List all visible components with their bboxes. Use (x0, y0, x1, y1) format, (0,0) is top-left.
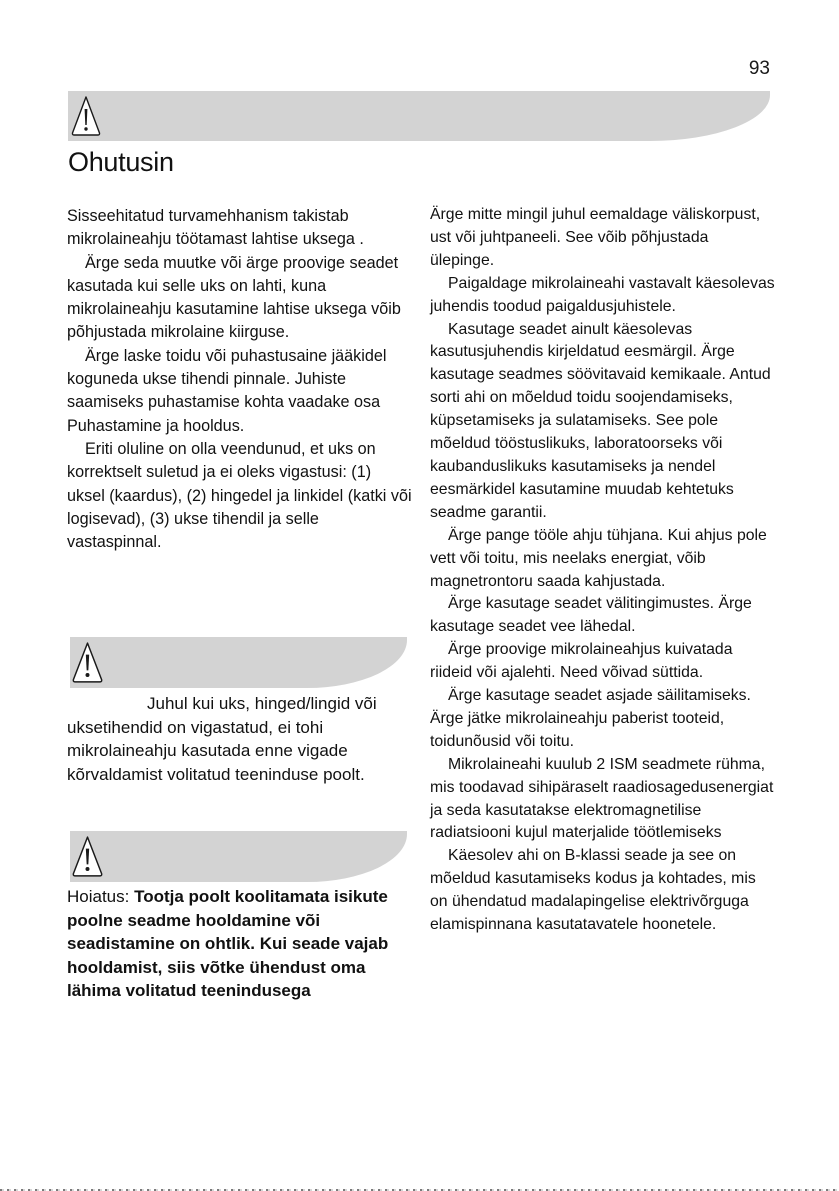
paragraph: Ärge pange tööle ahju tühjana. Kui ahjus pole vett või toitu, mis neelaks energiat, võib magnetrontoru saada kahjustada. (430, 526, 767, 590)
paragraph: Ärge mitte mingil juhul eemaldage väliskorpust, ust või juhtpaneeli. See võib põhjustada ülepinge. (430, 206, 761, 269)
paragraph: Paigaldage mikrolaineahi vastavalt käesolevas juhendis toodud paigaldusjuhistele. (430, 274, 775, 315)
page-number: 93 (748, 58, 770, 79)
right-column (430, 204, 775, 937)
left-column (67, 205, 412, 554)
warning-triangle-icon (71, 641, 104, 685)
warning-text (67, 885, 412, 1003)
paragraph: Ärge laske toidu või puhastusaine jääkidel koguneda ukse tihendi pinnale. Juhiste saamiseks puhastamise kohta vaadake osa Puhastamine ja hooldus. (67, 346, 387, 435)
warning-label: Hoiatus: (67, 887, 135, 906)
paragraph: Ärge seda muutke või ärge proovige seadet kasutada kui selle uks on lahti, kuna mikrolaineahju kasutamine lahtise uksega võib põhjustada mikrolaine kiirguse. (67, 253, 401, 342)
warning-bold-text: Tootja poolt koolitamata isikute poolne seadme hooldamine või seadistamine on ohtlik. Kui seade vajab hooldamist, siis võtke ühendust oma lähima volitatud teenindusega (67, 887, 389, 1000)
warning-box-bar (70, 637, 407, 688)
paragraph: Käesolev ahi on B-klassi seade ja see on mõeldud kasutamiseks kodus ja kohtades, mis on ühendatud madalapingelise elektrivõrguga elamispinnana kasutatavatele hoonetele. (430, 847, 756, 934)
warning-triangle-icon (71, 835, 104, 879)
paragraph: Sisseehitatud turvamehhanism takistab mikrolaineahju töötamast lahtise uksega . (67, 207, 364, 249)
warning-box-bar (70, 831, 407, 882)
paragraph: Kasutage seadet ainult käesolevas kasutusjuhendis kirjeldatud eesmärgil. Ärge kasutage seadmes söövitavaid kemikaale. Antud sorti ahi on mõeldud toidu soojendamiseks, küpsetamiseks ja sulatamiseks. See pole mõeldud tööstuslikuks, laboratoorseks või kaubanduslikuks kasutamiseks ja nendel eesmärkidel kasutamine muudab kehtetuks seadme garantii. (430, 320, 771, 521)
paragraph: Ärge kasutage seadet asjade säilitamiseks. Ärge jätke mikrolaineahju paberist tooteid, toidunõusid või toitu. (430, 687, 751, 750)
section-title: Ohutusin (68, 147, 174, 177)
paragraph: Eriti oluline on olla veendunud, et uks on korrektselt suletud ja ei oleks vigastusi: (1) uksel (kaardus), (2) hingedel ja linkidel (katki või logisevad), (3) ukse tihendil ja selle vastaspinnal. (67, 439, 412, 552)
paragraph: Mikrolaineahi kuulub 2 ISM seadmete rühma, mis toodavad sihipäraselt raadiosagedusenergiat ja seda kasutatakse elektromagnetilise radiatsiooni kujul materjalide töötlemiseks (430, 755, 774, 842)
paragraph: Ärge kasutage seadet välitingimustes. Ärge kasutage seadet vee lähedal. (430, 595, 752, 636)
warning-header-bar (68, 91, 770, 141)
paragraph: Ärge proovige mikrolaineahjus kuivatada riideid või ajalehti. Need võivad süttida. (430, 641, 733, 682)
warning-text: Juhul kui uks, hinged/lingid või uksetihendid on vigastatud, ei tohi mikrolaineahju kasutada enne vigade kõrvaldamist volitatud teeninduse poolt. (67, 694, 377, 784)
warning-triangle-icon (71, 95, 101, 137)
